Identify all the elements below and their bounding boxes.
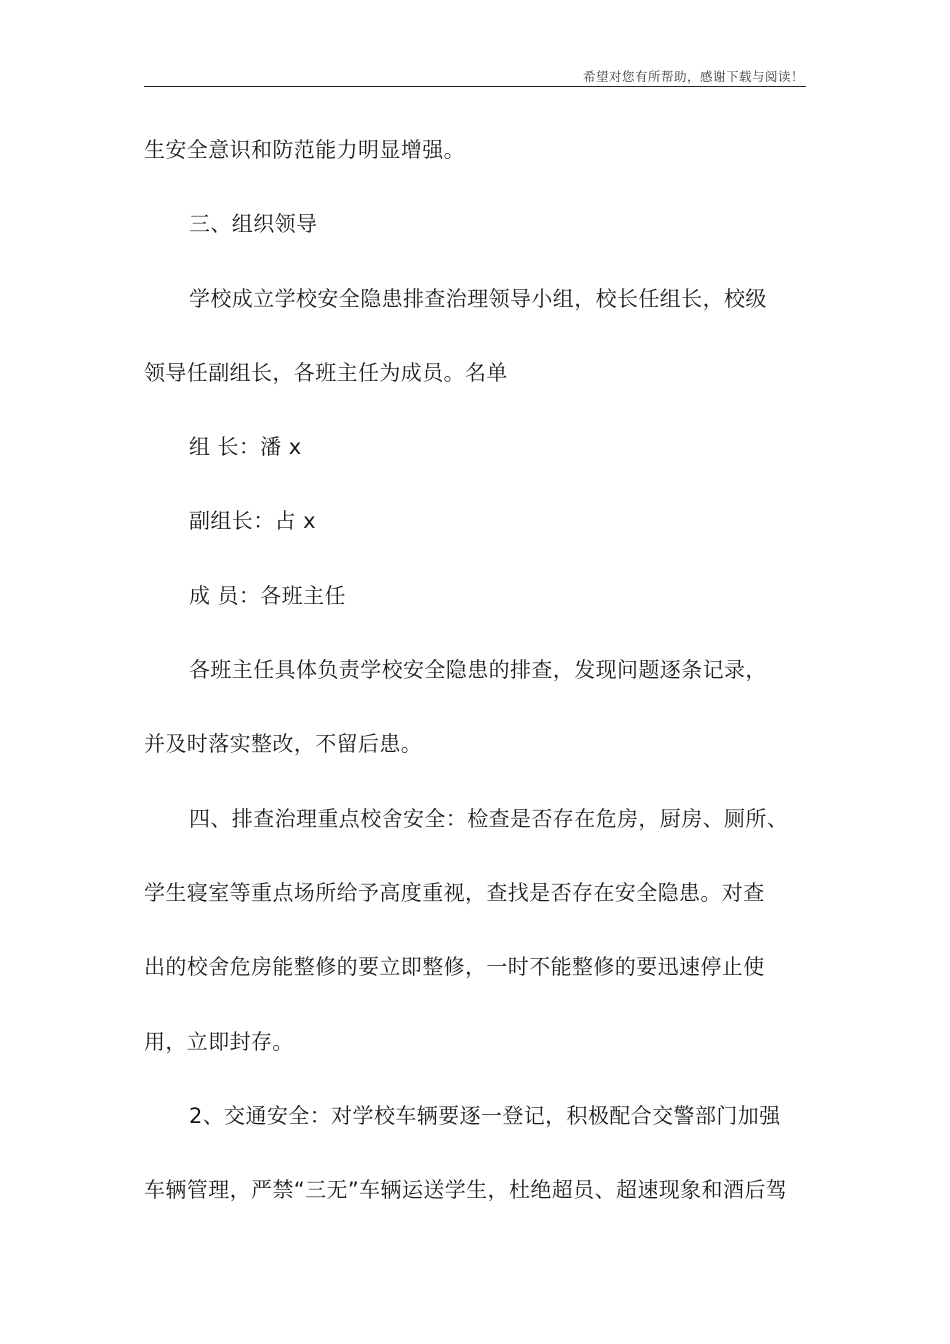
paragraph-line: 生安全意识和防范能力明显增强。 <box>144 138 465 162</box>
paragraph-line: 车辆管理，严禁“三无”车辆运送学生，杜绝超员、超速现象和酒后驾 <box>144 1178 788 1203</box>
document-body <box>144 129 816 1243</box>
paragraph-line: 领导任副组长，各班主任为成员。名单 <box>144 360 508 385</box>
roster-deputy-leader: 副组长：占 x <box>189 509 316 534</box>
paragraph-line: 2、交通安全：对学校车辆要逐一登记，积极配合交警部门加强 <box>189 1103 781 1128</box>
section-heading-organization: 三、组织领导 <box>189 212 318 237</box>
page-header <box>144 64 806 87</box>
paragraph-line: 出的校舍危房能整修的要立即整修，一时不能整修的要迅速停止使 <box>144 955 765 980</box>
paragraph-line: 用，立即封存。 <box>144 1029 294 1054</box>
paragraph-line: 学校成立学校安全隐患排查治理领导小组，校长任组长，校级 <box>189 286 767 311</box>
paragraph-line: 各班主任具体负责学校安全隐患的排查，发现问题逐条记录， <box>189 658 767 683</box>
header-note: 希望对您有所帮助，感谢下载与阅读！ <box>582 69 804 84</box>
paragraph-line: 学生寝室等重点场所给予高度重视，查找是否存在安全隐患。对查 <box>144 880 765 905</box>
section-heading-inspection: 四、排查治理重点校舍安全：检查是否存在危房，厨房、厕所、 <box>189 806 789 831</box>
roster-members: 成 员：各班主任 <box>189 583 346 608</box>
roster-leader: 组 长：潘 x <box>189 435 302 460</box>
paragraph-line: 并及时落实整改，不留后患。 <box>144 732 423 757</box>
